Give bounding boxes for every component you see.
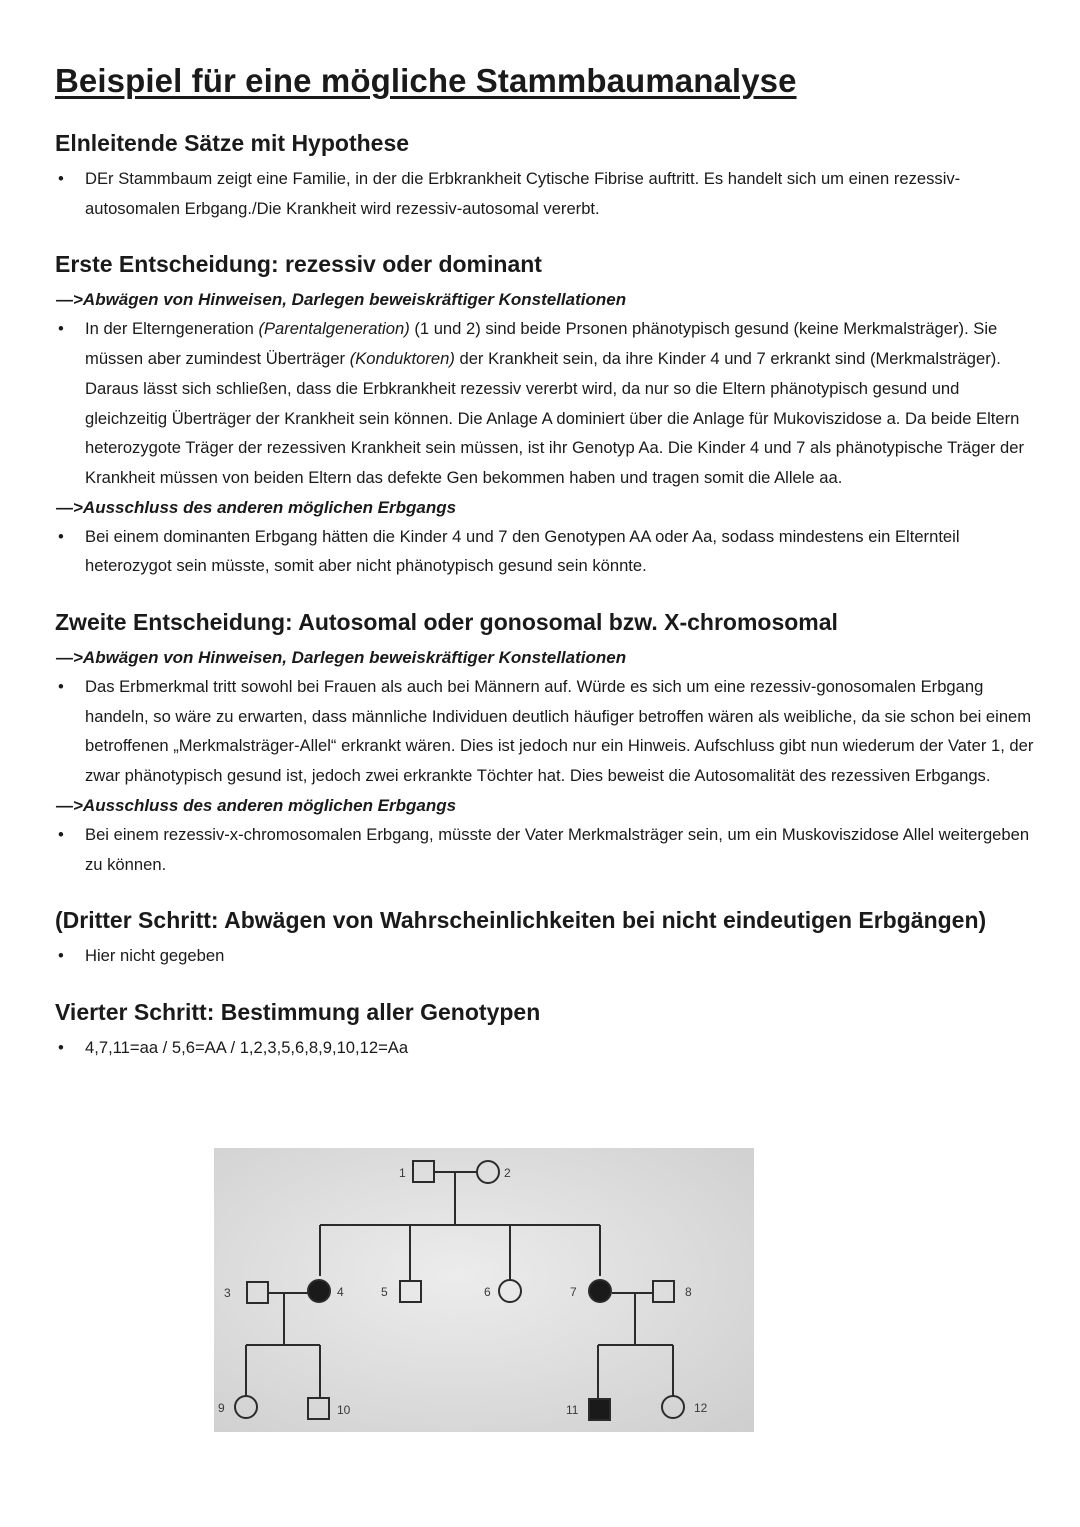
bullet-text: 4,7,11=aa / 5,6=AA / 1,2,3,5,6,8,9,10,12=Aa — [85, 1037, 409, 1057]
section-heading: Vierter Schritt: Bestimmung aller Genotypen — [55, 998, 541, 1025]
section-heading: Erste Entscheidung: rezessiv oder dominant — [55, 251, 542, 278]
label-12: 12 — [694, 1401, 708, 1415]
document-page — [55, 62, 1045, 1089]
label-4: 4 — [337, 1285, 344, 1299]
italic-term: (Konduktoren) — [349, 349, 455, 369]
section-intro — [55, 128, 1045, 223]
label-9: 9 — [218, 1401, 225, 1415]
label-3: 3 — [224, 1286, 231, 1300]
label-11: 11 — [566, 1403, 579, 1417]
label-10: 10 — [337, 1403, 351, 1417]
bullet-text — [85, 314, 1045, 492]
bullet-marker: • — [58, 526, 64, 546]
section-heading: Zweite Entscheidung: Autosomal oder gonosomal bzw. X-chromosomal — [55, 609, 838, 636]
list-item — [55, 1033, 1045, 1063]
section-heading: Elnleitende Sätze mit Hypothese — [55, 130, 410, 156]
label-8: 8 — [685, 1285, 692, 1299]
list-item — [55, 522, 1045, 581]
bullet-marker: • — [58, 1037, 64, 1057]
bullet-text: Bei einem rezessiv-x-chromosomalen Erbgang, müsste der Vater Merkmalsträger sein, um ein Muskoviszidose Allel weitergeben zu können. — [85, 824, 1030, 874]
section-second-decision — [55, 607, 1045, 879]
section-fourth-step — [55, 997, 1045, 1063]
section-first-decision — [55, 249, 1045, 581]
bullet-marker: • — [58, 946, 64, 966]
bullet-text: DEr Stammbaum zeigt eine Familie, in der die Erbkrankheit Cytische Fibrise auftritt. Es handelt sich um einen rezessiv-autosomalen Erbgang./Die Krankheit wird rezessiv-autosomal vererbt. — [85, 169, 961, 218]
text-run: der Krankheit sein, da ihre Kinder 4 und 7 erkrankt sind (Merkmalsträger). Daraus lässt sich schließen, dass die Erbkrankheit rezessiv vererbt wird, da nur so die Eltern phänotypisch gesund und gleichzeitig Überträger der Krankheit sein können. Die Anlage A dominiert über die Anlage für Mukoviszidose a. Da beide Eltern heterozygote Träger der rezessiven Krankheit sein müssen, ist ihr Genotyp Aa. Die Kinder 4 und 7 als phänotypische Träger der Krankheit müssen von beiden Eltern das defekte Gen bekommen haben und tragen somit die Allele aa. — [85, 349, 1024, 487]
section-third-step — [55, 905, 1045, 971]
bullet-marker: • — [58, 677, 64, 697]
pedigree-photo — [214, 1148, 754, 1432]
female-affected-4 — [308, 1280, 330, 1302]
male-affected-11 — [589, 1399, 610, 1420]
text-run: In der Elterngeneration — [85, 319, 259, 339]
bullet-text: Das Erbmerkmal tritt sowohl bei Frauen als auch bei Männern auf. Würde es sich um eine rezessiv-gonosomalen Erbgang handeln, so wäre zu erwarten, dass männliche Individuen deutlich häufiger betroffen wären als weibliche, da sie schon bei einem betroffenen „Merkmalsträger-Allel“ erkrankt wären. Dies ist jedoch nur ein Hinweis. Aufschluss gibt nun wiederum der Vater 1, der zwar phänotypisch gesund ist, jedoch zwei erkrankte Töchter hat. Dies beweist die Autosomalität des rezessiven Erbgangs. — [85, 677, 1034, 786]
bullet-text: Hier nicht gegeben — [85, 946, 225, 966]
bullet-text: Bei einem dominanten Erbgang hätten die Kinder 4 und 7 den Genotypen AA oder Aa, sodass mindestens ein Elternteil heterozygot sein müsste, somit aber nicht phänotypisch gesund sein könnte. — [85, 526, 960, 576]
list-item — [55, 820, 1045, 879]
subheading: —>Ausschluss des anderen möglichen Erbgangs — [56, 795, 457, 815]
pedigree-chart — [214, 1148, 754, 1432]
label-6: 6 — [484, 1285, 491, 1299]
text-run: (1 und 2) sind beide Prsonen phänotypisch gesund (keine Merkmalsträger). Sie müssen aber zumindest Überträger — [85, 319, 998, 369]
label-2: 2 — [504, 1166, 511, 1180]
subheading: —>Abwägen von Hinweisen, Darlegen beweiskräftiger Konstellationen — [56, 648, 627, 668]
bullet-marker: • — [58, 169, 64, 188]
italic-term: (Parentalgeneration) — [258, 319, 410, 339]
section-heading: (Dritter Schritt: Abwägen von Wahrscheinlichkeiten bei nicht eindeutigen Erbgängen) — [55, 907, 987, 934]
list-item — [55, 164, 1045, 223]
bullet-marker: • — [58, 824, 64, 844]
label-1: 1 — [399, 1166, 406, 1180]
list-item — [55, 941, 1045, 971]
list-item — [55, 314, 1045, 492]
female-affected-7 — [589, 1280, 611, 1302]
subheading: —>Abwägen von Hinweisen, Darlegen beweiskräftiger Konstellationen — [56, 290, 627, 310]
label-5: 5 — [381, 1285, 388, 1299]
subheading: —>Ausschluss des anderen möglichen Erbgangs — [56, 497, 457, 517]
label-7: 7 — [570, 1285, 577, 1299]
bullet-marker: • — [58, 319, 64, 339]
list-item — [55, 672, 1045, 791]
page-title: Beispiel für eine mögliche Stammbaumanalyse — [55, 62, 797, 99]
